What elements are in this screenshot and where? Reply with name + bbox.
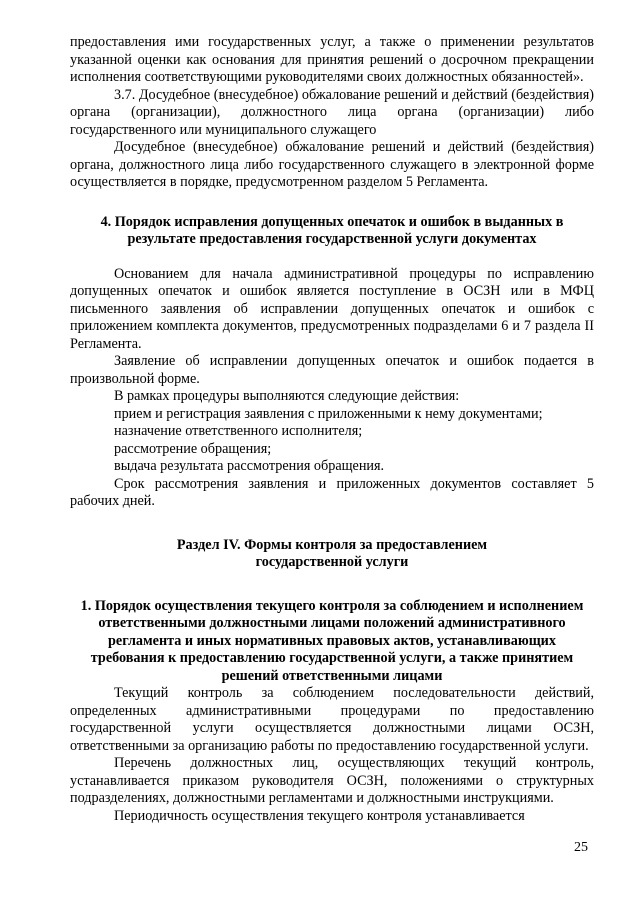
- paragraph-term: Срок рассмотрения заявления и приложенных документов составляет 5 рабочих дней.: [70, 475, 594, 509]
- heading-section-4: 4. Порядок исправления допущенных опечаток и ошибок в выданных в результате предоставления государственной услуги документах: [100, 213, 564, 247]
- paragraph-basis: Основанием для начала административной процедуры по исправлению допущенных опечаток и ошибок является поступление в ОСЗН или в МФЦ письменного заявления об исправлении допущенных опечаток и ошибок с приложением комплекта документов, предусмотренных подразделами 6 и 7 раздела II Регламента.: [70, 265, 594, 352]
- paragraph-periodicity: Периодичность осуществления текущего контроля устанавливается: [114, 807, 525, 824]
- heading-section-iv-line-2: государственной услуги: [255, 554, 409, 570]
- paragraph-3-7: 3.7. Досудебное (внесудебное) обжалование решений и действий (бездействия) органа (организации), должностного лица органа (организации) либо государственного или муниципального служащего: [70, 86, 594, 138]
- list-item: рассмотрение обращения;: [114, 440, 272, 457]
- list-item: прием и регистрация заявления с приложенными к нему документами;: [114, 405, 543, 422]
- paragraph-current-control: Текущий контроль за соблюдением последовательности действий, определенных административными процедурами по предоставлению государственной услуги осуществляется должностными лицами ОСЗН, ответственными за организацию работы по предоставлению государственной услуги.: [70, 685, 594, 754]
- spacer: [70, 511, 594, 537]
- list-item: выдача результата рассмотрения обращения.: [114, 458, 385, 474]
- heading-subsection-1: 1. Порядок осуществления текущего контроля за соблюдением и исполнением ответственными должностными лицами положений административного регламента и иных нормативных правовых актов, устанавливающих требования к предоставлению государственной услуги, а также принятием решений ответственными лицами: [80, 597, 584, 684]
- page-number: 25: [574, 840, 588, 855]
- spacer: [70, 249, 594, 266]
- paragraph-continuation: предоставления ими государственных услуг, а также о применении результатов указанной оценки как основания для принятия решений о досрочном прекращении исполнения соответствующими руководителями своих должностных обязанностей».: [70, 34, 594, 85]
- paragraph-officials-list: Перечень должностных лиц, осуществляющих текущий контроль, устанавливается приказом руководителя ОСЗН, положениями о структурных подразделениях, должностными регламентами и должностными инструкциями.: [70, 755, 594, 806]
- paragraph-electronic-appeal: Досудебное (внесудебное) обжалование решений и действий (бездействия) органа, должностного лица либо государственного служащего в электронной форме осуществляется в порядке, предусмотренном разделом 5 Регламента.: [70, 139, 594, 190]
- paragraph-actions-intro: В рамках процедуры выполняются следующие действия:: [114, 388, 460, 404]
- spacer: [70, 572, 594, 598]
- spacer: [70, 192, 594, 214]
- list-item: назначение ответственного исполнителя;: [114, 423, 363, 439]
- heading-section-iv-line-1: Раздел IV. Формы контроля за предоставлением: [176, 536, 488, 553]
- paragraph-free-form: Заявление об исправлении допущенных опечаток и ошибок подается в произвольной форме.: [70, 353, 594, 387]
- document-page: [70, 34, 594, 825]
